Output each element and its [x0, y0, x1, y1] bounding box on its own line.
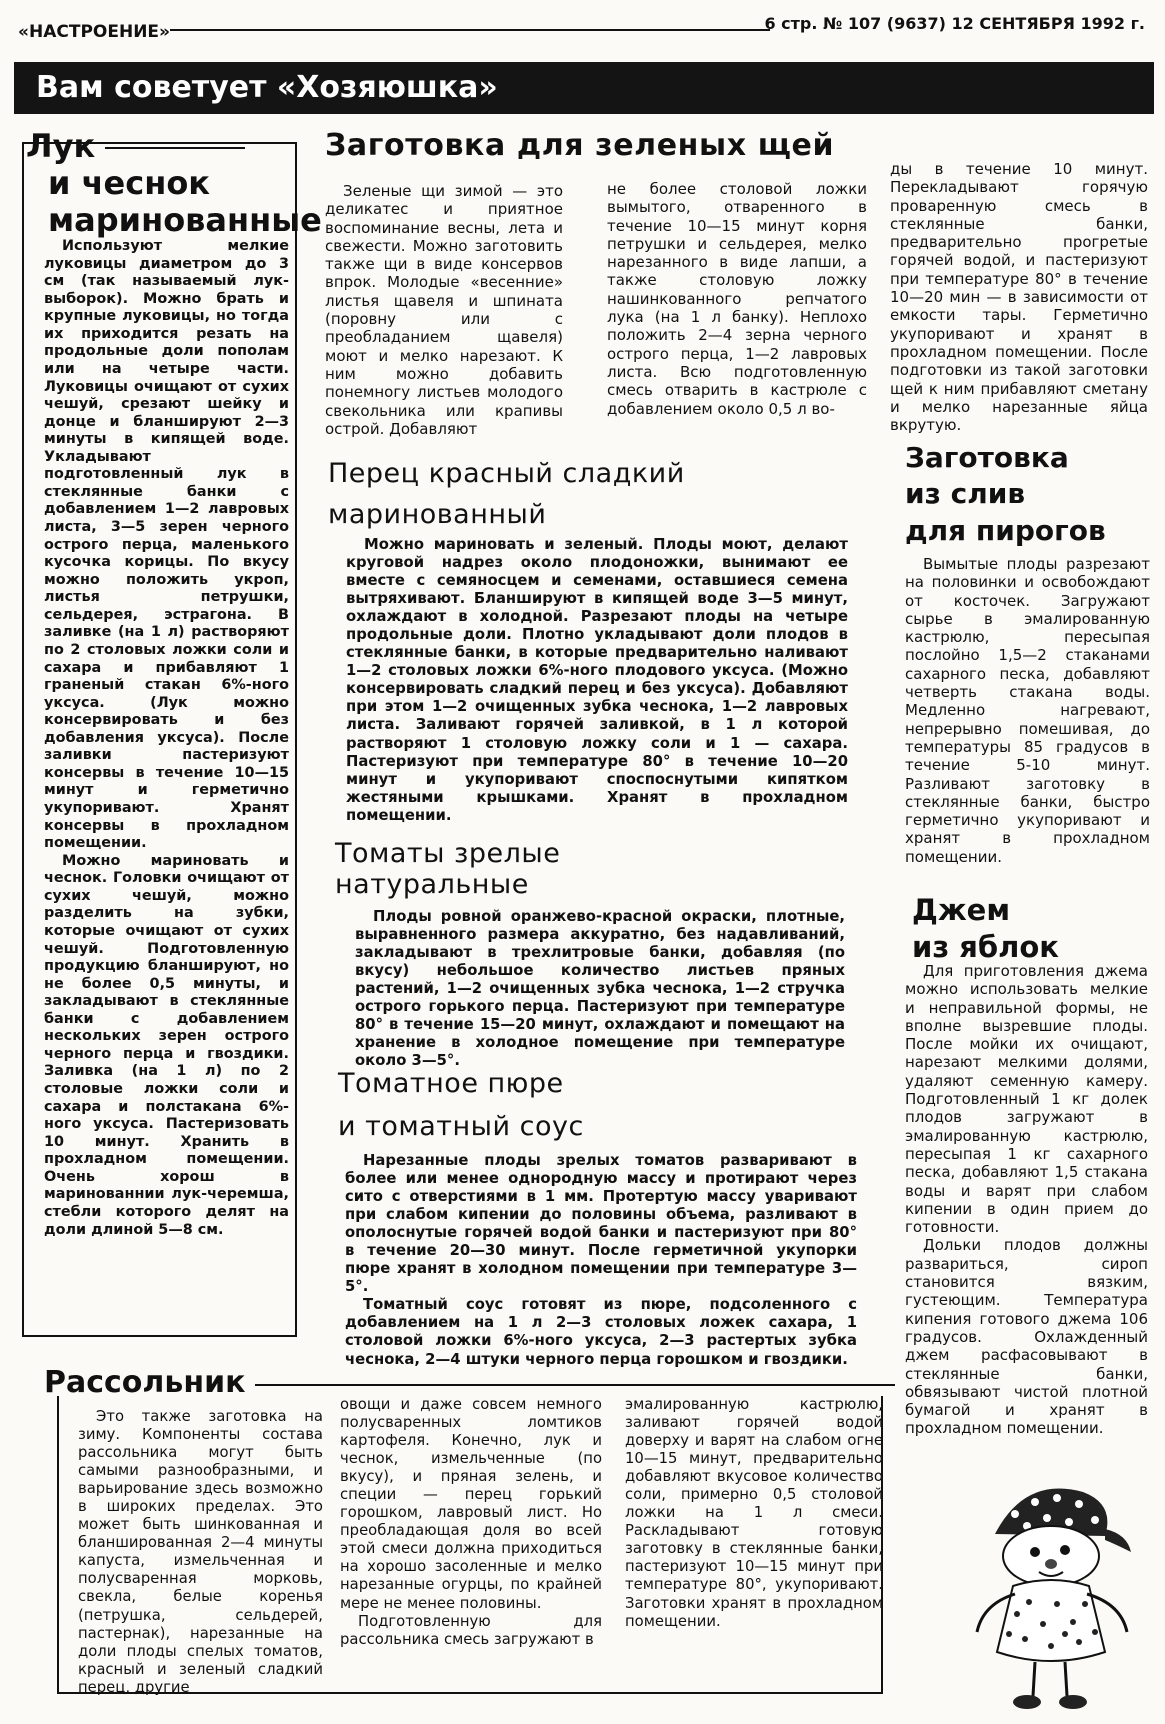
green-soup-col2 — [607, 180, 867, 418]
rassolnik-text-3: Подготовленную для рассольника смесь загружают в — [340, 1612, 602, 1648]
rassolnik-col3 — [625, 1396, 883, 1631]
rassolnik-col1 — [78, 1408, 323, 1697]
jam-body — [905, 962, 1148, 1438]
puree-title — [338, 1068, 584, 1142]
onion-article-body — [44, 238, 289, 1239]
onion-paragraph-2: Можно мариновать и чеснок. Головки очищают от сухих чешуй, можно разделить на зубки, которые очищают от сухих чешуй. Подготовленную продукцию бланшируют, но не более 0,5 минуты, и закладывают в стеклянные банки с добавлением нескольких зерен острого черного перца и гвоздики. Заливка (на 1 л) по 2 столовые ложки соли и сахара и полстакана 6%-ного уксуса. Пастеризовать 10 минут. Хранить в прохладном помещении. Очень хорош в маринованнии лук-черемша, стебли которого делят на доли длиной 5—8 см. — [44, 852, 289, 1238]
tomato-body — [355, 908, 845, 1070]
rassolnik-text-4: эмалированную кастрюлю, заливают горячей водой доверху и варят на слабом огне 10—15 минут, предварительно добавляют вкусовое количество соли, примерно 0,5 столовой ложки на 1 л смеси. Раскладывают готовую заготовку в стеклянные банки, пастеризуют 10—15 минут при температуре 80°, укупоривают. Заготовки хранят в прохладном помещении. — [625, 1396, 883, 1630]
tomato-title-line1: Томаты зрелые — [335, 838, 561, 869]
onion-title-line3: маринованные — [48, 200, 322, 239]
green-soup-text-3: ды в течение 10 минут. Перекладывают горячую проваренную смесь в стеклянные банки, предварительно прогретые горячей водой, и пастеризуют при температуре 80° в течение 10—20 мин — в зависимости от емкости тары. Герметично укупоривают и хранят в прохладном помещении. После подготовки из такой заготовки щей к ним прибавляют сметану и мелко нарезанные яйца вкрутую. — [890, 160, 1148, 435]
pepper-title-line2: маринованный — [328, 499, 547, 530]
jam-title-line2: из яблок — [912, 929, 1059, 964]
tomato-title-line2: натуральные — [335, 869, 529, 900]
section-name: «НАСТРОЕНИЕ» — [18, 22, 171, 42]
pepper-body — [346, 536, 848, 825]
pepper-title-line1: Перец красный сладкий — [328, 458, 685, 489]
onion-title-line1: Лук — [26, 127, 96, 165]
plum-title-line3: для пирогов — [905, 513, 1106, 547]
green-soup-col3 — [890, 160, 1148, 434]
plum-body — [905, 555, 1150, 866]
green-soup-text-2: не более столовой ложки вымытого, отваренного в течение 10—15 минут корня петрушки и сельдерея, мелко нарезанного в виде лапши, а также столовую ложку нашинкованного репчатого лука (на 1 л банку). Неплохо положить 2—4 зерна черного острого перца, 1—2 лавровых листа. Всю подготовленную смесь отварить в кастрюле с добавлением около 0,5 л во- — [607, 180, 867, 418]
housewife-mascot-illustration — [955, 1474, 1140, 1719]
onion-title-rule — [105, 147, 245, 149]
onion-title — [26, 127, 322, 239]
green-soup-col1 — [325, 182, 563, 438]
puree-paragraph-2: Томатный соус готовят из пюре, подсоленного с добавлением на 1 л 2—3 столовых ложек сахара, 1 столовой ложки 6%-ного уксуса, 2—3 растертых зубка чеснока, 2—4 штуки черного перца горошком и гвоздики. — [345, 1296, 857, 1368]
puree-title-line2: и томатный соус — [338, 1111, 584, 1142]
onion-title-line2: и чеснок — [48, 163, 211, 202]
green-soup-title: Заготовка для зеленых щей — [325, 128, 835, 163]
jam-title — [912, 892, 1059, 966]
puree-title-line1: Томатное пюре — [338, 1068, 564, 1099]
puree-paragraph-1: Нарезанные плоды зрелых томатов разваривают в более или менее однородную массу и протирают через сито с отверстиями в 1 мм. Протертую массу уваривают при слабом кипении до половины объема, разливают в ополоснутые горячей водой банки и пастеризуют при 80° в течение 20—30 минут. После герметичной укупорки пюре хранят в холодном помещении при температуре 3—5°. — [345, 1152, 857, 1296]
rassolnik-title-rule — [255, 1384, 895, 1386]
jam-title-line1: Джем — [912, 893, 1011, 927]
rassolnik-title: Рассольник — [44, 1365, 246, 1400]
puree-body — [345, 1152, 857, 1369]
column-banner: Вам советует «Хозяюшка» — [14, 62, 1154, 114]
rassolnik-text-1: Это также заготовка на зиму. Компоненты состава рассольника могут быть самыми разнообразными, и варьирование здесь возможно в широких пределах. Это может быть шинкованная и бланшированная 2—4 минуты капуста, измельченная и полусваренная морковь, свекла, белые коренья (петрушка, сельдерей, пастернак), нарезанные на доли плоды спелых томатов, красный и зеленый сладкий перец, другие — [78, 1408, 323, 1696]
header-rule — [170, 29, 770, 31]
green-soup-text-1: Зеленые щи зимой — это деликатес и приятное воспоминание весны, лета и свежести. Можно заготовить также щи в виде консервов впрок. Молодые «весенние» листья щавеля и шпината (поровну или с преобладанием щавеля) моют и мелко нарезают. К ним можно добавить понемногу листьев молодого свекольника или крапивы острой. Добавляют — [325, 182, 563, 438]
issue-line: 6 стр. № 107 (9637) 12 СЕНТЯБРЯ 1992 г. — [764, 14, 1145, 33]
plum-title-line1: Заготовка — [905, 441, 1069, 474]
plum-text: Вымытые плоды разрезают на половинки и освобождают от косточек. Загружают сырье в эмалированную кастрюлю, пересыпая послойно 1,5—2 стаканами сахарного песка, добавляют четверть стакана воды. Медленно нагревают, непрерывно помешивая, до температуры 85 градусов в течение 5-10 минут. Разливают заготовку в стеклянные банки, быстро герметично укупоривают и хранят в прохладном помещении. — [905, 555, 1150, 866]
tomato-title — [335, 838, 560, 900]
tomato-text: Плоды ровной оранжево-красной окраски, плотные, выравненного размера аккуратно, без надавливаний, закладывают в трехлитровые банки, добавляя (по вкусу) небольшое количество листьев пряных растений, 1—2 очищенных зубка чеснока, 1—2 стручка острого горького перца. Пастеризуют при температуре 80° в течение 15—20 минут, охлаждают и помещают на хранение в холодное помещение при температуре около 3—5°. — [355, 908, 845, 1070]
rassolnik-col2 — [340, 1396, 602, 1649]
jam-paragraph-1: Для приготовления джема можно использовать мелкие и неправильной формы, не вполне вызревшие плоды. После мойки их очищают, нарезают мелкими долями, удаляют семенную камеру. Подготовленный 1 кг долек плодов загружают в эмалированную кастрюлю, пересыпая 1 кг сахарного песка, добавляют 1,5 стакана воды и варят при слабом кипении в один прием до готовности. — [905, 962, 1148, 1237]
pepper-text: Можно мариновать и зеленый. Плоды моют, делают круговой надрез около плодоножки, вынимают ее вместе с семяносцем и семенами, оставшиеся семена вытряхивают. Бланшируют в кипящей воде 3—5 минут, охлаждают в холодной. Разрезают плоды на четыре продольные доли. Плотно укладывают доли плодов в стеклянные банки, в которые предварительно наливают 1—2 столовых ложки 6%-ного плодового уксуса. (Можно консервировать сладкий перец и без уксуса). Добавляют при этом 1—2 очищенных зубка чеснока, 1—2 лавровых листа. Заливают горячей заливкой, в 1 л которой растворяют 1 столовую ложку соли и 1 — сахара. Пастеризуют при температуре 80° в течение 10—20 минут и укупоривают споспоснутыми кипятком жестяными крышками. Хранят в прохладном помещении. — [346, 536, 848, 824]
rassolnik-text-2: овощи и даже совсем немного полусваренных ломтиков картофеля. Конечно, лук и чеснок, измельченные (по вкусу), и пряная зелень, и специи — перец горький горошком, лавровый лист. Но преобладающая доля во всей этой смеси должна приходиться на хорошо засоленные и мелко нарезанные огурцы, по крайней мере не менее половины. — [340, 1396, 602, 1612]
plum-title — [905, 440, 1106, 549]
pepper-title — [328, 458, 685, 530]
onion-paragraph-1: Используют мелкие луковицы диаметром до 3 см (так называемый лук-выборок). Можно брать и крупные луковицы, но тогда их приходится резать на продольные доли пополам или на четыре части. Луковицы очищают от сухих чешуй, срезают шейку и донце и бланшируют 2—3 минуты в кипящей воде. Укладывают подготовленный лук в стеклянные банки с добавлением 1—2 лавровых листа, 3—5 зерен черного острого перца, маленького кусочка корицы. По вкусу можно положить укроп, листья петрушки, сельдерея, эстрагона. В заливке (на 1 л) растворяют по 2 столовых ложки соли и сахара и прибавляют 1 граненый стакан 6%-ного уксуса. (Лук можно консервировать и без добавления уксуса). После заливки пастеризуют консервы в течение 10—15 минут и герметично укупоривают. Хранят консервы в прохладном помещении. — [44, 238, 289, 852]
plum-title-line2: из слив — [905, 477, 1026, 511]
jam-paragraph-2: Дольки плодов должны развариться, сироп становится вязким, густеющим. Температура кипения готового джема 106 градусов. Охлажденный джем расфасовывают в стеклянные банки, обвязывают чистой плотной бумагой и хранят в прохладном помещении. — [905, 1236, 1148, 1438]
